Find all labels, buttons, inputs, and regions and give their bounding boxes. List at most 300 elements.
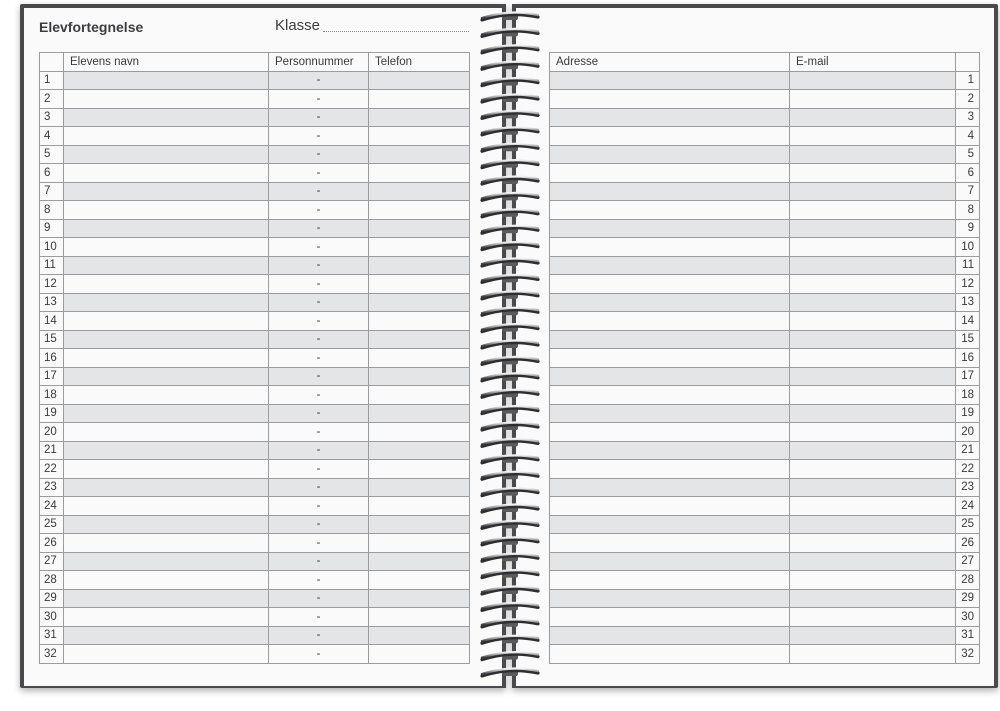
row-number: 14: [40, 312, 64, 331]
personal-number-cell[interactable]: -: [269, 386, 369, 405]
row-number: 29: [40, 589, 64, 608]
phone-cell[interactable]: [369, 552, 470, 571]
student-name-cell[interactable]: [64, 626, 269, 645]
student-name-cell[interactable]: [64, 441, 269, 460]
address-cell[interactable]: [550, 219, 790, 238]
table-row: [40, 108, 470, 127]
spiral-ring: [482, 636, 538, 643]
row-number: 23: [40, 478, 64, 497]
row-number: 11: [40, 256, 64, 275]
row-number: 21: [956, 441, 980, 460]
personal-number-cell[interactable]: -: [269, 589, 369, 608]
row-number: 19: [40, 404, 64, 423]
header-number-cell: [40, 53, 64, 72]
personal-number-cell[interactable]: -: [269, 404, 369, 423]
personal-number-cell[interactable]: -: [269, 571, 369, 590]
table-row: [550, 256, 980, 275]
table-row: [40, 460, 470, 479]
klasse-write-line[interactable]: [323, 31, 469, 32]
row-number: 4: [40, 127, 64, 146]
table-row: [40, 182, 470, 201]
email-cell[interactable]: [790, 330, 956, 349]
row-number: 18: [40, 386, 64, 405]
email-cell[interactable]: [790, 293, 956, 312]
student-name-cell[interactable]: [64, 182, 269, 201]
phone-cell[interactable]: [369, 275, 470, 294]
personal-number-cell[interactable]: -: [269, 478, 369, 497]
table-row: [40, 219, 470, 238]
row-number: 32: [40, 645, 64, 664]
phone-cell[interactable]: [369, 386, 470, 405]
table-row: [40, 589, 470, 608]
table-row: [40, 127, 470, 146]
phone-cell[interactable]: [369, 145, 470, 164]
student-name-cell[interactable]: [64, 404, 269, 423]
table-row: [550, 367, 980, 386]
table-row: [550, 312, 980, 331]
phone-cell[interactable]: [369, 571, 470, 590]
student-name-cell[interactable]: [64, 164, 269, 183]
table-row: [550, 534, 980, 553]
table-row: [40, 256, 470, 275]
table-row: [550, 349, 980, 368]
email-cell[interactable]: [790, 238, 956, 257]
spiral-ring: [482, 226, 538, 233]
row-number: 10: [40, 238, 64, 257]
row-number: 30: [40, 608, 64, 627]
personal-number-cell[interactable]: -: [269, 238, 369, 257]
phone-cell[interactable]: [369, 349, 470, 368]
personal-number-cell[interactable]: -: [269, 275, 369, 294]
student-name-cell[interactable]: [64, 552, 269, 571]
email-cell[interactable]: [790, 589, 956, 608]
email-cell[interactable]: [790, 515, 956, 534]
row-number: 13: [40, 293, 64, 312]
table-row: [550, 386, 980, 405]
table-row: [40, 645, 470, 664]
row-number: 14: [956, 312, 980, 331]
table-row: [550, 478, 980, 497]
personal-number-cell[interactable]: -: [269, 312, 369, 331]
email-cell[interactable]: [790, 534, 956, 553]
address-cell[interactable]: [550, 515, 790, 534]
row-number: 26: [40, 534, 64, 553]
personal-number-cell[interactable]: -: [269, 497, 369, 516]
row-number: 21: [40, 441, 64, 460]
row-number: 20: [40, 423, 64, 442]
row-number: 31: [956, 626, 980, 645]
phone-cell[interactable]: [369, 293, 470, 312]
personal-number-cell[interactable]: -: [269, 423, 369, 442]
row-number: 31: [40, 626, 64, 645]
table-row: [40, 293, 470, 312]
row-number: 6: [40, 164, 64, 183]
row-number: 12: [40, 275, 64, 294]
phone-cell[interactable]: [369, 534, 470, 553]
address-cell[interactable]: [550, 201, 790, 220]
email-cell[interactable]: [790, 608, 956, 627]
address-cell[interactable]: [550, 367, 790, 386]
address-cell[interactable]: [550, 589, 790, 608]
table-row: [550, 423, 980, 442]
address-cell[interactable]: [550, 275, 790, 294]
personal-number-cell[interactable]: -: [269, 90, 369, 109]
address-cell[interactable]: [550, 293, 790, 312]
row-number: 1: [956, 71, 980, 90]
table-header-row: [40, 53, 470, 72]
email-cell[interactable]: [790, 219, 956, 238]
header-address: Adresse: [550, 53, 790, 72]
table-row: [40, 275, 470, 294]
table-row: [550, 182, 980, 201]
spiral-ring: [482, 62, 538, 69]
student-name-cell[interactable]: [64, 330, 269, 349]
table-row: [40, 441, 470, 460]
email-cell[interactable]: [790, 552, 956, 571]
address-cell[interactable]: [550, 608, 790, 627]
address-cell[interactable]: [550, 423, 790, 442]
row-number: 8: [956, 201, 980, 220]
table-row: [40, 312, 470, 331]
phone-cell[interactable]: [369, 608, 470, 627]
personal-number-cell[interactable]: -: [269, 645, 369, 664]
table-row: [550, 645, 980, 664]
table-row: [40, 515, 470, 534]
email-cell[interactable]: [790, 386, 956, 405]
student-name-cell[interactable]: [64, 71, 269, 90]
personal-number-cell[interactable]: -: [269, 367, 369, 386]
personal-number-cell[interactable]: -: [269, 201, 369, 220]
personal-number-cell[interactable]: -: [269, 534, 369, 553]
spiral-ring: [482, 78, 538, 85]
table-row: [40, 478, 470, 497]
student-name-cell[interactable]: [64, 367, 269, 386]
address-cell[interactable]: [550, 404, 790, 423]
address-cell[interactable]: [550, 90, 790, 109]
phone-cell[interactable]: [369, 423, 470, 442]
personal-number-cell[interactable]: -: [269, 515, 369, 534]
phone-cell[interactable]: [369, 219, 470, 238]
spiral-ring: [482, 127, 538, 134]
spiral-ring: [482, 423, 538, 430]
table-row: [550, 293, 980, 312]
table-row: [550, 497, 980, 516]
address-cell[interactable]: [550, 256, 790, 275]
address-cell[interactable]: [550, 497, 790, 516]
student-name-cell[interactable]: [64, 589, 269, 608]
phone-cell[interactable]: [369, 589, 470, 608]
row-number: 2: [956, 90, 980, 109]
personal-number-cell[interactable]: -: [269, 552, 369, 571]
student-name-cell[interactable]: [64, 293, 269, 312]
personal-number-cell[interactable]: -: [269, 330, 369, 349]
personal-number-cell[interactable]: -: [269, 626, 369, 645]
table-row: [40, 330, 470, 349]
row-number: 12: [956, 275, 980, 294]
row-number: 17: [956, 367, 980, 386]
row-number: 3: [40, 108, 64, 127]
email-cell[interactable]: [790, 423, 956, 442]
address-cell[interactable]: [550, 552, 790, 571]
row-number: 16: [40, 349, 64, 368]
email-cell[interactable]: [790, 626, 956, 645]
personal-number-cell[interactable]: -: [269, 441, 369, 460]
address-cell[interactable]: [550, 441, 790, 460]
student-name-cell[interactable]: [64, 256, 269, 275]
table-row: [40, 534, 470, 553]
personal-number-cell[interactable]: -: [269, 164, 369, 183]
address-cell[interactable]: [550, 238, 790, 257]
phone-cell[interactable]: [369, 478, 470, 497]
student-name-cell[interactable]: [64, 145, 269, 164]
row-number: 27: [40, 552, 64, 571]
student-name-cell[interactable]: [64, 90, 269, 109]
row-number: 22: [956, 460, 980, 479]
address-cell[interactable]: [550, 626, 790, 645]
personal-number-cell[interactable]: -: [269, 71, 369, 90]
phone-cell[interactable]: [369, 441, 470, 460]
student-name-cell[interactable]: [64, 275, 269, 294]
table-row: [550, 90, 980, 109]
student-name-cell[interactable]: [64, 460, 269, 479]
phone-cell[interactable]: [369, 108, 470, 127]
phone-cell[interactable]: [369, 71, 470, 90]
row-number: 19: [956, 404, 980, 423]
spiral-ring: [482, 144, 538, 151]
spiral-ring: [482, 439, 538, 446]
personal-number-cell[interactable]: -: [269, 349, 369, 368]
student-name-cell[interactable]: [64, 645, 269, 664]
student-name-cell[interactable]: [64, 478, 269, 497]
spiral-ring: [482, 570, 538, 577]
table-row: [550, 515, 980, 534]
table-row: [550, 626, 980, 645]
spiral-ring: [482, 619, 538, 626]
personal-number-cell[interactable]: -: [269, 127, 369, 146]
address-cell[interactable]: [550, 145, 790, 164]
row-number: 5: [956, 145, 980, 164]
row-number: 30: [956, 608, 980, 627]
table-row: [550, 145, 980, 164]
page-title: Elevfortegnelse: [39, 19, 144, 35]
student-register-table-right: [549, 52, 980, 664]
email-cell[interactable]: [790, 312, 956, 331]
row-number: 2: [40, 90, 64, 109]
spiral-ring: [482, 603, 538, 610]
spiral-ring: [482, 111, 538, 118]
table-row: [40, 164, 470, 183]
spiral-binding: [478, 6, 542, 686]
spiral-ring: [482, 669, 538, 676]
address-cell[interactable]: [550, 460, 790, 479]
header-student-name: Elevens navn: [64, 53, 269, 72]
header-number-cell: [956, 53, 980, 72]
spiral-ring: [482, 160, 538, 167]
email-cell[interactable]: [790, 478, 956, 497]
email-cell[interactable]: [790, 275, 956, 294]
spiral-ring: [482, 455, 538, 462]
email-cell[interactable]: [790, 441, 956, 460]
phone-cell[interactable]: [369, 460, 470, 479]
student-name-cell[interactable]: [64, 515, 269, 534]
personal-number-cell[interactable]: -: [269, 293, 369, 312]
phone-cell[interactable]: [369, 404, 470, 423]
table-row: [40, 349, 470, 368]
table-row: [40, 571, 470, 590]
row-number: 8: [40, 201, 64, 220]
phone-cell[interactable]: [369, 201, 470, 220]
email-cell[interactable]: [790, 164, 956, 183]
student-name-cell[interactable]: [64, 108, 269, 127]
spiral-ring: [482, 324, 538, 331]
row-number: 9: [956, 219, 980, 238]
address-cell[interactable]: [550, 349, 790, 368]
address-cell[interactable]: [550, 534, 790, 553]
student-name-cell[interactable]: [64, 201, 269, 220]
email-cell[interactable]: [790, 108, 956, 127]
row-number: 23: [956, 478, 980, 497]
email-cell[interactable]: [790, 182, 956, 201]
phone-cell[interactable]: [369, 182, 470, 201]
table-row: [550, 571, 980, 590]
address-cell[interactable]: [550, 108, 790, 127]
row-number: 15: [956, 330, 980, 349]
email-cell[interactable]: [790, 256, 956, 275]
address-cell[interactable]: [550, 71, 790, 90]
table-row: [550, 460, 980, 479]
student-name-cell[interactable]: [64, 219, 269, 238]
row-number: 4: [956, 127, 980, 146]
phone-cell[interactable]: [369, 238, 470, 257]
row-number: 22: [40, 460, 64, 479]
personal-number-cell[interactable]: -: [269, 108, 369, 127]
row-number: 24: [956, 497, 980, 516]
row-number: 10: [956, 238, 980, 257]
student-name-cell[interactable]: [64, 534, 269, 553]
student-name-cell[interactable]: [64, 312, 269, 331]
student-name-cell[interactable]: [64, 127, 269, 146]
phone-cell[interactable]: [369, 90, 470, 109]
table-row: [550, 71, 980, 90]
spiral-ring: [482, 472, 538, 479]
student-name-cell[interactable]: [64, 423, 269, 442]
address-cell[interactable]: [550, 478, 790, 497]
address-cell[interactable]: [550, 127, 790, 146]
spiral-ring: [482, 537, 538, 544]
klasse-label: Klasse: [275, 17, 321, 34]
email-cell[interactable]: [790, 145, 956, 164]
row-number: 29: [956, 589, 980, 608]
spiral-ring: [482, 521, 538, 528]
spiral-ring: [482, 29, 538, 36]
phone-cell[interactable]: [369, 367, 470, 386]
spiral-ring: [482, 291, 538, 298]
table-row: [40, 90, 470, 109]
phone-cell[interactable]: [369, 626, 470, 645]
student-name-cell[interactable]: [64, 571, 269, 590]
phone-cell[interactable]: [369, 256, 470, 275]
address-cell[interactable]: [550, 182, 790, 201]
row-number: 7: [956, 182, 980, 201]
address-cell[interactable]: [550, 645, 790, 664]
phone-cell[interactable]: [369, 127, 470, 146]
spiral-ring: [482, 554, 538, 561]
personal-number-cell[interactable]: -: [269, 145, 369, 164]
table-row: [550, 589, 980, 608]
table-row: [550, 219, 980, 238]
address-cell[interactable]: [550, 312, 790, 331]
email-cell[interactable]: [790, 201, 956, 220]
email-cell[interactable]: [790, 645, 956, 664]
phone-cell[interactable]: [369, 312, 470, 331]
email-cell[interactable]: [790, 71, 956, 90]
student-name-cell[interactable]: [64, 497, 269, 516]
spiral-ring: [482, 652, 538, 659]
phone-cell[interactable]: [369, 645, 470, 664]
row-number: 27: [956, 552, 980, 571]
table-row: [550, 164, 980, 183]
table-row: [550, 201, 980, 220]
email-cell[interactable]: [790, 127, 956, 146]
row-number: 15: [40, 330, 64, 349]
email-cell[interactable]: [790, 404, 956, 423]
row-number: 1: [40, 71, 64, 90]
table-row: [40, 404, 470, 423]
spiral-ring: [482, 488, 538, 495]
personal-number-cell[interactable]: -: [269, 460, 369, 479]
email-cell[interactable]: [790, 571, 956, 590]
phone-cell[interactable]: [369, 497, 470, 516]
spiral-ring: [482, 177, 538, 184]
header-email: E-mail: [790, 53, 956, 72]
email-cell[interactable]: [790, 460, 956, 479]
address-cell[interactable]: [550, 571, 790, 590]
table-row: [550, 404, 980, 423]
email-cell[interactable]: [790, 90, 956, 109]
student-name-cell[interactable]: [64, 608, 269, 627]
personal-number-cell[interactable]: -: [269, 256, 369, 275]
spiral-ring: [482, 341, 538, 348]
row-number: 3: [956, 108, 980, 127]
email-cell[interactable]: [790, 497, 956, 516]
row-number: 26: [956, 534, 980, 553]
table-row: [40, 145, 470, 164]
personal-number-cell[interactable]: -: [269, 608, 369, 627]
spiral-ring: [482, 406, 538, 413]
student-name-cell[interactable]: [64, 349, 269, 368]
address-cell[interactable]: [550, 386, 790, 405]
personal-number-cell[interactable]: -: [269, 219, 369, 238]
table-row: [550, 608, 980, 627]
email-cell[interactable]: [790, 367, 956, 386]
spiral-ring: [482, 242, 538, 249]
table-row: [40, 608, 470, 627]
row-number: 11: [956, 256, 980, 275]
spiral-ring: [482, 209, 538, 216]
address-cell[interactable]: [550, 164, 790, 183]
phone-cell[interactable]: [369, 330, 470, 349]
row-number: 13: [956, 293, 980, 312]
student-name-cell[interactable]: [64, 238, 269, 257]
row-number: 5: [40, 145, 64, 164]
spiral-ring: [482, 587, 538, 594]
student-name-cell[interactable]: [64, 386, 269, 405]
personal-number-cell[interactable]: -: [269, 182, 369, 201]
phone-cell[interactable]: [369, 515, 470, 534]
phone-cell[interactable]: [369, 164, 470, 183]
email-cell[interactable]: [790, 349, 956, 368]
address-cell[interactable]: [550, 330, 790, 349]
